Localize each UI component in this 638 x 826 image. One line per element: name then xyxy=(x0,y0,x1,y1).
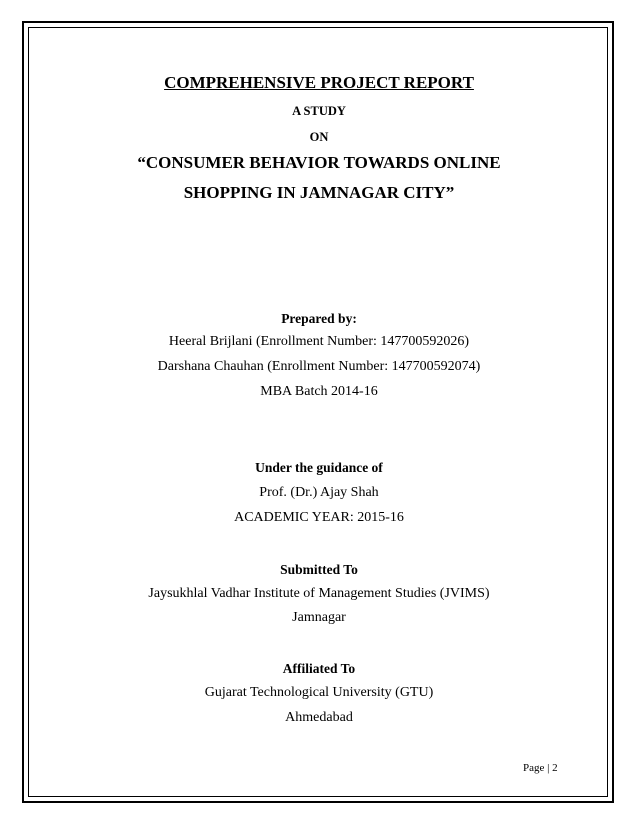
prepared-heading: Prepared by: xyxy=(281,311,357,326)
institute-name: Jaysukhlal Vadhar Institute of Management Studies (JVIMS) xyxy=(148,586,490,601)
batch-line: MBA Batch 2014-16 xyxy=(260,384,378,399)
study-label: A STUDY xyxy=(292,104,346,118)
university-name: Gujarat Technological University (GTU) xyxy=(204,685,434,700)
institute-city: Jamnagar xyxy=(292,610,346,625)
guidance-heading: Under the guidance of xyxy=(255,460,383,475)
topic-line-1: “CONSUMER BEHAVIOR TOWARDS ONLINE xyxy=(137,153,501,172)
on-label: ON xyxy=(309,130,329,144)
affiliated-heading: Affiliated To xyxy=(282,661,356,676)
academic-year: ACADEMIC YEAR: 2015-16 xyxy=(234,510,404,525)
report-title: COMPREHENSIVE PROJECT REPORT xyxy=(164,73,474,92)
page-number: Page | 2 xyxy=(523,762,558,774)
university-city: Ahmedabad xyxy=(285,710,353,725)
prepared-author-1: Heeral Brijlani (Enrollment Number: 147700592026) xyxy=(168,334,470,349)
submitted-heading: Submitted To xyxy=(280,562,358,577)
prepared-author-2: Darshana Chauhan (Enrollment Number: 147700592074) xyxy=(157,359,481,374)
guide-name: Prof. (Dr.) Ajay Shah xyxy=(259,485,379,500)
topic-line-2: SHOPPING IN JAMNAGAR CITY” xyxy=(183,183,455,202)
